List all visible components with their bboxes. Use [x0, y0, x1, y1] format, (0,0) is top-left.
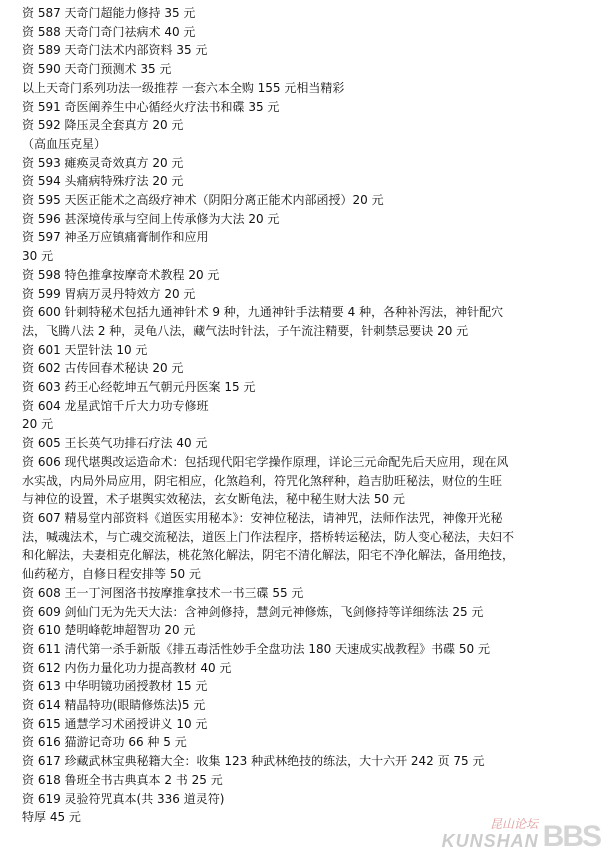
text-line: 资 590 天奇门预测术 35 元 — [22, 62, 172, 77]
text-line: 资 602 古传回春术秘诀 20 元 — [22, 361, 184, 376]
text-line: 法，喊魂法术，与亡魂交流秘法，道医上门作法程序，搭桥转运秘法，防人变心秘法，夫妇不 — [22, 529, 515, 544]
text-line: 水实战，内局外局应用，阴宅相应，化煞趋利，符咒化煞秤种，趋吉肋旺秘法，财位的生旺 — [22, 473, 503, 488]
text-line: 以上天奇门系列功法一级推荐 一套六本全购 155 元相当精彩 — [22, 80, 345, 95]
text-line: 特厚 45 元 — [22, 810, 81, 825]
text-line: 资 592 降压灵全套真方 20 元 — [22, 118, 184, 133]
text-line: 与神位的设置，术子堪舆实效秘法，玄女断龟法，秘中秘生财大法 50 元 — [22, 492, 405, 507]
text-line: 资 612 内伤力量化功力提高教材 40 元 — [22, 660, 232, 675]
text-line: 法，飞腾八法 2 种，灵龟八法，藏气法时针法，子午流注精要，针刺禁忌要诀 20 元 — [22, 323, 469, 338]
text-line: 资 605 王长英气功排石疗法 40 元 — [22, 436, 208, 451]
text-line: 资 603 药王心经乾坤五气朝元丹医案 15 元 — [22, 380, 256, 395]
text-line: 资 601 天罡针法 10 元 — [22, 342, 148, 357]
text-line: 资 613 中华明镜功函授教材 15 元 — [22, 679, 208, 694]
text-line: 资 594 头痛病特殊疗法 20 元 — [22, 174, 184, 189]
text-line: 资 588 天奇门奇门祛病术 40 元 — [22, 24, 196, 39]
text-line: 资 593 瘫痪灵奇效真方 20 元 — [22, 155, 184, 170]
text-line: 资 598 特色推拿按摩奇术教程 20 元 — [22, 267, 220, 282]
text-line: 资 595 天医正能术之高级疗神术（阴阳分离正能术内部函授）20 元 — [22, 193, 384, 208]
text-line: 资 597 神圣万应镇痛膏制作和应用 — [22, 230, 209, 245]
text-line: 资 618 鲁班全书古典真本 2 书 25 元 — [22, 772, 223, 787]
text-line: 资 606 现代堪舆改运造命术：包括现代阳宅学操作原理，详论三元命配先后天应用，现在风 — [22, 454, 509, 469]
watermark-chinese-text: 昆山论坛 — [489, 817, 538, 831]
watermark-english-text: KUNSHAN — [441, 831, 539, 851]
site-watermark — [441, 817, 600, 853]
text-line: 资 619 灵验符咒真本(共 336 道灵符) — [22, 791, 225, 806]
text-line: 20 元 — [22, 417, 54, 432]
document-text — [22, 4, 600, 827]
text-line: 资 616 猫游记奇功 66 种 5 元 — [22, 735, 187, 750]
text-line: 和化解法，夫妻相克化解法，桃花煞化解法，阴宅不清化解法，阳宅不净化解法，备用绝技， — [22, 548, 515, 563]
text-line: 资 596 甚深境传承与空间上传承修为大法 20 元 — [22, 211, 280, 226]
text-line: 资 607 精易堂内部资料《道医实用秘本》：安神位秘法，请神咒，法师作法咒，神像开光秘 — [22, 510, 503, 525]
text-line: 仙药秘方，自修日程安排等 50 元 — [22, 567, 201, 582]
text-line: 资 617 珍藏武林宝典秘籍大全：收集 123 种武林绝技的练法，大十六开 242 页 75 元 — [22, 754, 485, 769]
watermark-logo: BBS — [542, 820, 600, 853]
text-line: 资 604 龙星武馆千斤大力功专修班 — [22, 398, 209, 413]
text-line: 资 608 王一丁河图洛书按摩推拿技术一书三碟 55 元 — [22, 585, 304, 600]
text-line: 资 587 天奇门超能力修持 35 元 — [22, 6, 196, 20]
text-line: 资 599 胃病万灵丹特效方 20 元 — [22, 286, 196, 301]
text-line: 资 615 通慧学习术函授讲义 10 元 — [22, 716, 208, 731]
text-line: 资 614 精晶特功(眼睛修炼法)5 元 — [22, 698, 206, 713]
text-line: 资 610 楚明峰乾坤超智功 20 元 — [22, 623, 196, 638]
text-line: 资 589 天奇门法术内部资料 35 元 — [22, 43, 208, 58]
text-line: 资 611 清代第一杀手新版《排五毒活性妙手全盘功法 180 天速成实战教程》书碟 50 元 — [22, 641, 490, 656]
text-line: 资 600 针刺特秘术包括九通神针术 9 种，九通神针手法精要 4 种，各种补泻法，神针配穴 — [22, 305, 504, 320]
text-line: 资 591 奇医阐养生中心循经火疗法书和碟 35 元 — [22, 99, 280, 114]
text-line: 资 609 剑仙门无为先天大法：含神剑修持，慧剑元神修炼，飞剑修持等详细练法 25 元 — [22, 604, 484, 619]
text-line: （高血压克星） — [22, 136, 107, 151]
text-line: 30 元 — [22, 249, 54, 264]
